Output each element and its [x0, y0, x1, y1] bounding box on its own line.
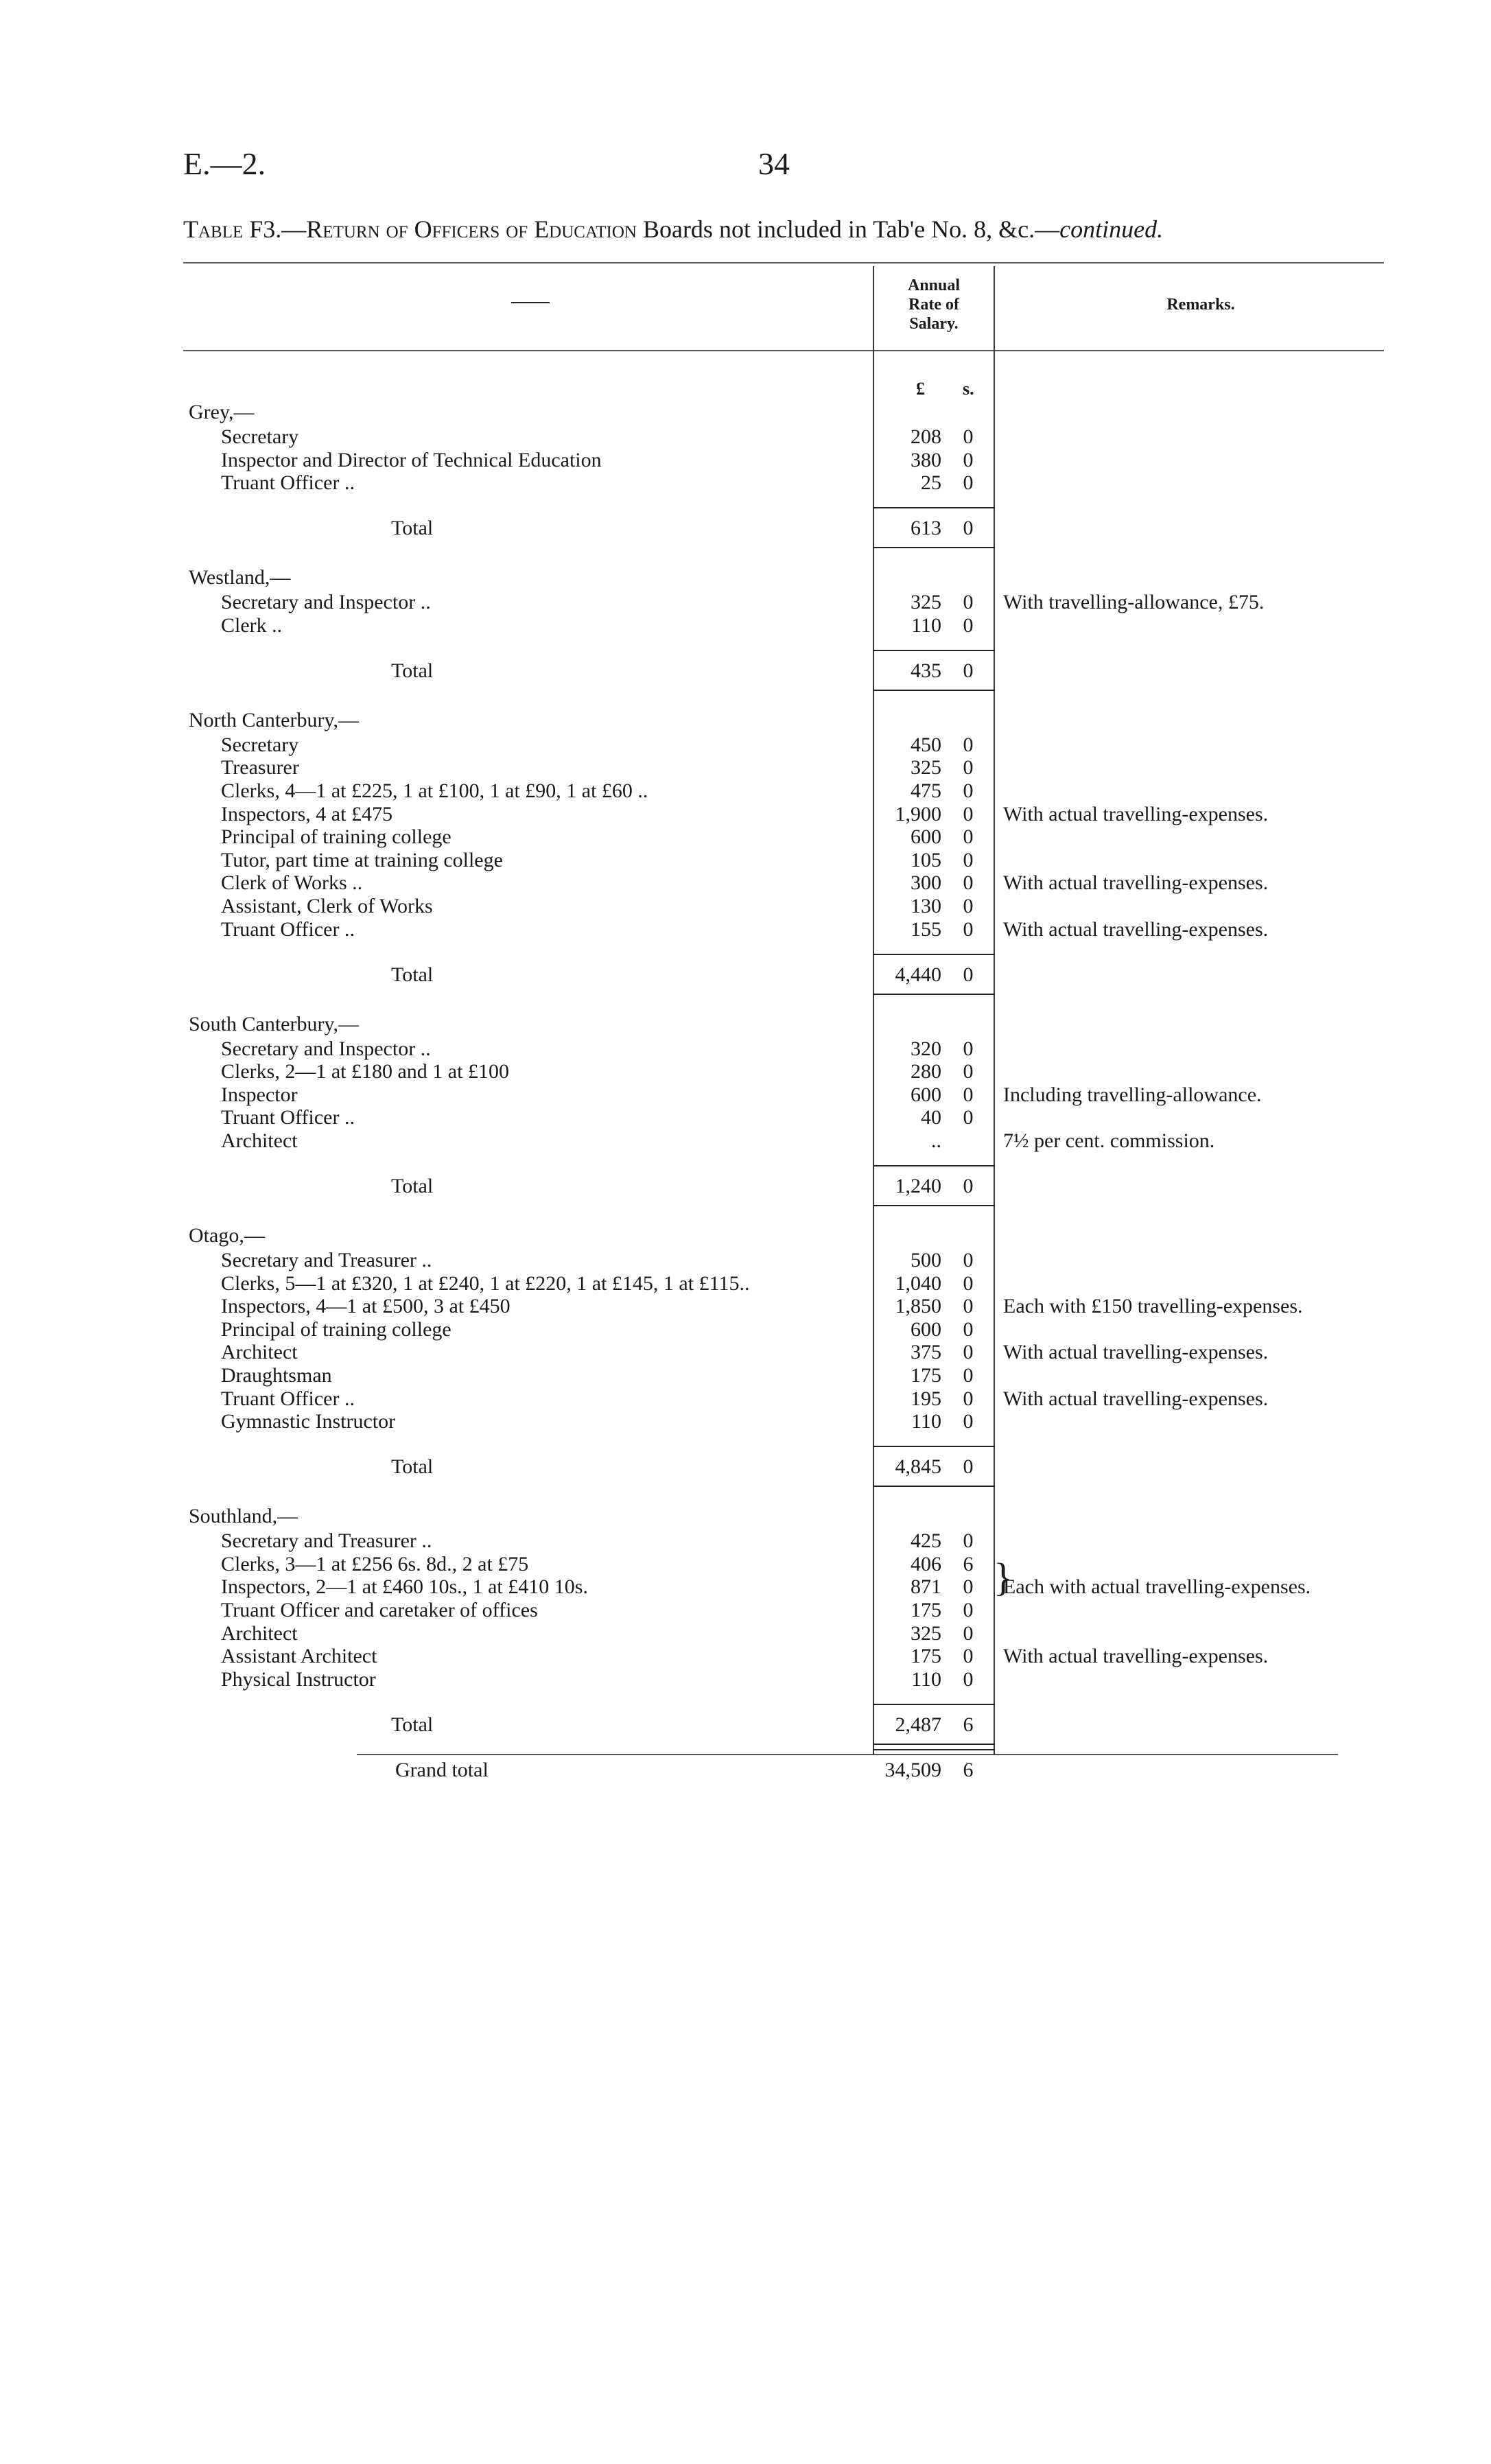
salary-shillings: 0	[963, 1106, 974, 1129]
salary-pounds: 435	[911, 659, 941, 682]
salary-shillings: 0	[963, 1318, 974, 1341]
salary-pounds: ..	[931, 1129, 941, 1152]
salary-pounds: 208	[911, 425, 941, 448]
salary-pounds: 600	[911, 1318, 941, 1341]
row-remark: 7½ per cent. commission.	[1003, 1129, 1215, 1152]
row-label: Total	[391, 1175, 434, 1197]
salary-pounds: 175	[911, 1645, 941, 1667]
row-remark: With actual travelling-expenses.	[1003, 1341, 1269, 1363]
row-label: Inspector and Director of Technical Education	[221, 449, 602, 471]
salary-pounds: 325	[911, 1622, 941, 1645]
row-label: Secretary	[221, 734, 299, 756]
row-remark: Including travelling-allowance.	[1003, 1083, 1262, 1106]
row-label: Inspectors, 4 at £475	[221, 803, 392, 825]
row-label: Tutor, part time at training college	[221, 849, 503, 871]
salary-shillings: 0	[963, 1295, 974, 1317]
salary-shillings: 6	[963, 1713, 974, 1736]
row-label: Assistant, Clerk of Works	[221, 895, 433, 917]
salary-shillings: 0	[963, 517, 974, 539]
salary-pounds: 195	[911, 1387, 941, 1410]
row-remark: With travelling-allowance, £75.	[1003, 591, 1265, 613]
salary-pounds: 110	[911, 1410, 941, 1433]
row-label: Truant Officer ..	[221, 918, 355, 941]
row-label: Gymnastic Instructor	[221, 1410, 396, 1433]
total-box-bottom-rule	[873, 1486, 995, 1487]
salary-shillings: 0	[963, 803, 974, 825]
salary-pounds: 450	[911, 734, 941, 756]
total-box-bottom-rule	[873, 1744, 995, 1745]
row-label: Secretary	[221, 425, 299, 448]
row-label: Clerks, 4—1 at £225, 1 at £100, 1 at £90, 1 at £60 ..	[221, 779, 648, 802]
salary-shillings: 0	[963, 1060, 974, 1083]
board-name: Southland,—	[189, 1505, 298, 1527]
total-box-bottom-rule	[873, 1205, 995, 1206]
salary-shillings: 0	[963, 1083, 974, 1106]
salary-pounds: 25	[921, 471, 941, 494]
salary-shillings: 0	[963, 1175, 974, 1197]
salary-column-header: Annual Rate of Salary.	[907, 277, 961, 333]
salary-shillings: 6	[963, 1553, 974, 1575]
row-remark: With actual travelling-expenses.	[1003, 1387, 1269, 1410]
row-label: Total	[391, 659, 434, 682]
row-label: Principal of training college	[221, 825, 451, 848]
salary-pounds: 1,850	[895, 1295, 941, 1317]
board-name: Grey,—	[189, 401, 255, 423]
row-remark: With actual travelling-expenses.	[1003, 1645, 1269, 1667]
title-suffix: continued.	[1059, 215, 1164, 243]
row-label: Inspectors, 4—1 at £500, 3 at £450	[221, 1295, 510, 1317]
row-remark: Each with £150 travelling-expenses.	[1003, 1295, 1303, 1317]
row-remark: Each with actual travelling-expenses.	[1003, 1575, 1311, 1598]
salary-shillings: 0	[963, 871, 974, 894]
row-remark: With actual travelling-expenses.	[1003, 803, 1269, 825]
salary-pounds: 871	[911, 1575, 941, 1598]
salary-shillings: 6	[963, 1759, 974, 1781]
row-label: Architect	[221, 1622, 298, 1645]
salary-pounds: 475	[911, 779, 941, 802]
salary-shillings: 0	[963, 1529, 974, 1552]
pounds-unit-label: £	[916, 379, 925, 399]
salary-shillings: 0	[963, 1575, 974, 1598]
salary-shillings: 0	[963, 1341, 974, 1363]
row-label: Truant Officer ..	[221, 1387, 355, 1410]
salary-pounds: 600	[911, 825, 941, 848]
salary-pounds: 406	[911, 1553, 941, 1575]
remarks-column-header: Remarks.	[1166, 296, 1235, 314]
salary-shillings: 0	[963, 1364, 974, 1387]
salary-pounds: 300	[911, 871, 941, 894]
row-label: Grand total	[395, 1759, 489, 1781]
row-label: Secretary and Inspector ..	[221, 591, 431, 613]
salary-pounds: 1,900	[895, 803, 941, 825]
name-column-header	[511, 302, 550, 303]
salary-pounds: 4,440	[895, 963, 941, 986]
salary-pounds: 175	[911, 1599, 941, 1621]
salary-shillings: 0	[963, 1668, 974, 1691]
salary-shillings: 0	[963, 1037, 974, 1060]
salary-pounds: 175	[911, 1364, 941, 1387]
salary-shillings: 0	[963, 425, 974, 448]
salary-pounds: 280	[911, 1060, 941, 1083]
salary-pounds: 325	[911, 756, 941, 779]
board-name: Westland,—	[189, 566, 291, 589]
total-box-top-rule	[873, 1749, 995, 1750]
row-label: Truant Officer ..	[221, 471, 355, 494]
salary-pounds: 4,845	[895, 1455, 941, 1478]
salary-shillings: 0	[963, 591, 974, 613]
salary-shillings: 0	[963, 1645, 974, 1667]
salary-shillings: 0	[963, 1387, 974, 1410]
salary-shillings: 0	[963, 825, 974, 848]
row-label: Architect	[221, 1341, 298, 1363]
row-label: Total	[391, 517, 434, 539]
row-label: Clerk ..	[221, 614, 283, 637]
table-title	[183, 215, 1384, 244]
salary-shillings: 0	[963, 449, 974, 471]
salary-pounds: 375	[911, 1341, 941, 1363]
salary-shillings: 0	[963, 756, 974, 779]
salary-shillings: 0	[963, 918, 974, 941]
row-label: Total	[391, 1713, 434, 1736]
row-label: Secretary and Treasurer ..	[221, 1529, 432, 1552]
salary-pounds: 110	[911, 1668, 941, 1691]
board-name: South Canterbury,—	[189, 1013, 360, 1035]
row-label: Clerk of Works ..	[221, 871, 363, 894]
row-remark: With actual travelling-expenses.	[1003, 871, 1269, 894]
row-label: Secretary and Treasurer ..	[221, 1249, 432, 1271]
salary-pounds: 130	[911, 895, 941, 917]
salary-pounds: 600	[911, 1083, 941, 1106]
salary-pounds: 155	[911, 918, 941, 941]
row-label: Clerks, 5—1 at £320, 1 at £240, 1 at £220, 1 at £145, 1 at £115..	[221, 1272, 750, 1295]
salary-shillings: 0	[963, 963, 974, 986]
title-prefix: Table F3.—Return of Officers of Education	[183, 215, 637, 243]
salary-shillings: 0	[963, 895, 974, 917]
title-middle: Boards not included in Tab'e No. 8, &c.—	[636, 215, 1060, 243]
row-label: Truant Officer ..	[221, 1106, 355, 1129]
salary-pounds: 34,509	[884, 1759, 941, 1781]
salary-shillings: 0	[963, 471, 974, 494]
total-box-top-rule	[873, 1165, 995, 1166]
salary-pounds: 105	[911, 849, 941, 871]
row-label: Inspector	[221, 1083, 298, 1106]
salary-pounds: 613	[911, 517, 941, 539]
row-label: Architect	[221, 1129, 298, 1152]
total-box-top-rule	[873, 954, 995, 955]
salary-pounds: 320	[911, 1037, 941, 1060]
row-label: Assistant Architect	[221, 1645, 377, 1667]
row-label: Physical Instructor	[221, 1668, 376, 1691]
row-label: Principal of training college	[221, 1318, 451, 1341]
row-label: Inspectors, 2—1 at £460 10s., 1 at £410 10s.	[221, 1575, 588, 1598]
total-box-top-rule	[873, 1446, 995, 1447]
salary-pounds: 1,240	[895, 1175, 941, 1197]
total-box-top-rule	[873, 507, 995, 508]
salary-pounds: 500	[911, 1249, 941, 1271]
board-name: North Canterbury,—	[189, 709, 359, 731]
table-bottom-rule	[357, 1754, 1338, 1755]
row-label: Draughtsman	[221, 1364, 332, 1387]
salary-pounds: 40	[921, 1106, 941, 1129]
header-bottom-rule	[183, 350, 1384, 351]
shillings-unit-label: s.	[963, 379, 974, 399]
header-top-rule	[183, 262, 1384, 263]
salary-pounds: 2,487	[895, 1713, 941, 1736]
brace-bracket: }	[994, 1555, 1013, 1599]
salary-shillings: 0	[963, 614, 974, 637]
salary-shillings: 0	[963, 1599, 974, 1621]
row-label: Total	[391, 963, 434, 986]
row-label: Truant Officer and caretaker of offices	[221, 1599, 538, 1621]
salary-pounds: 110	[911, 614, 941, 637]
board-name: Otago,—	[189, 1224, 265, 1247]
row-label: Clerks, 3—1 at £256 6s. 8d., 2 at £75	[221, 1553, 529, 1575]
salary-col-right-line	[994, 266, 995, 1755]
page-number: 34	[758, 146, 790, 181]
salary-shillings: 0	[963, 779, 974, 802]
salary-pounds: 1,040	[895, 1272, 941, 1295]
salary-shillings: 0	[963, 1622, 974, 1645]
row-remark: With actual travelling-expenses.	[1003, 918, 1269, 941]
salary-shillings: 0	[963, 1455, 974, 1478]
salary-shillings: 0	[963, 659, 974, 682]
row-label: Secretary and Inspector ..	[221, 1037, 431, 1060]
total-box-top-rule	[873, 1704, 995, 1705]
salary-shillings: 0	[963, 734, 974, 756]
total-box-top-rule	[873, 650, 995, 651]
salary-pounds: 380	[911, 449, 941, 471]
salary-shillings: 0	[963, 1249, 974, 1271]
salary-pounds: 325	[911, 591, 941, 613]
row-label: Total	[391, 1455, 434, 1478]
salary-shillings: 0	[963, 849, 974, 871]
salary-shillings: 0	[963, 1410, 974, 1433]
total-box-bottom-rule	[873, 994, 995, 995]
total-box-bottom-rule	[873, 547, 995, 548]
row-label: Treasurer	[221, 756, 299, 779]
salary-pounds: 425	[911, 1529, 941, 1552]
salary-shillings: 0	[963, 1272, 974, 1295]
series-code: E.—2.	[183, 146, 266, 181]
row-label: Clerks, 2—1 at £180 and 1 at £100	[221, 1060, 509, 1083]
total-box-bottom-rule	[873, 690, 995, 691]
